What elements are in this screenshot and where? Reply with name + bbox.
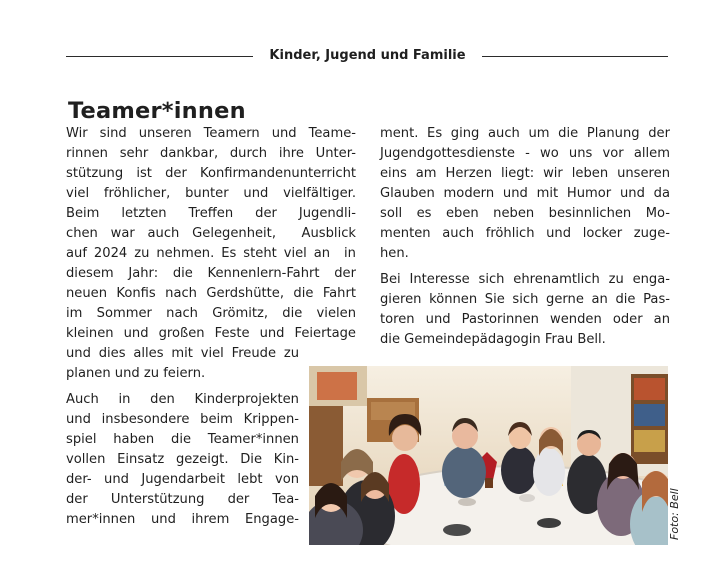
text-line: vollen Einsatz gezeigt. Die Kin- (66, 452, 299, 467)
text-line: Bei Interesse sich ehrenamtlich zu enga- (380, 272, 670, 287)
text-line: menten auch fröhlich und locker zuge- (380, 226, 670, 241)
text-line: soll es eben neben besinnlichen Mo- (380, 206, 670, 221)
text-line: Beim letzten Treffen der Jugendli- (66, 206, 356, 221)
text-line: neuen Konfis nach Gerdshütte, die Fahrt (66, 286, 356, 301)
text-line: rinnen sehr dankbar, durch ihre Unter- (66, 146, 356, 161)
text-line: im Sommer nach Grömitz, die vielen (66, 306, 356, 321)
text-line: diesem Jahr: die Kennenlern-Fahrt der (66, 266, 356, 281)
text-line: toren und Pastorinnen wenden oder an (380, 312, 670, 327)
text-line: Glauben modern und mit Humor und da (380, 186, 670, 201)
photo-credit: Foto: Bell (668, 488, 681, 540)
header-rule-left (66, 56, 253, 57)
text-line: der Unterstützung der Tea- (66, 492, 299, 507)
text-line: die Gemeindepädagogin Frau Bell. (380, 332, 606, 347)
text-line: der- und Jugendarbeit lebt von (66, 472, 299, 487)
text-line: eins am Herzen liegt: wir leben unseren (380, 166, 670, 181)
text-line: hen. (380, 246, 409, 261)
text-line: Wir sind unseren Teamern und Teame- (66, 126, 356, 141)
text-line: Jugendgottesdienste - wo uns vor allem (380, 146, 670, 161)
text-line: chen war auch Gelegenheit, Ausblick (66, 226, 356, 241)
header-rule-right (482, 56, 668, 57)
text-line: und dies alles mit viel Freude zu (66, 346, 299, 361)
text-line: viel fröhlicher, bunter und vielfältiger. (66, 186, 356, 201)
group-photo-illustration (309, 366, 668, 545)
text-line: stützung ist der Konfirmandenunterricht (66, 166, 356, 181)
article-headline: Teamer*innen (68, 98, 246, 124)
group-photo (309, 366, 668, 545)
section-title: Kinder, Jugend und Familie (269, 48, 466, 63)
text-line: Auch in den Kinderprojekten (66, 392, 299, 407)
text-line: mer*innen und ihrem Engage- (66, 512, 299, 527)
text-line: auf 2024 zu nehmen. Es steht viel an in (66, 246, 356, 261)
text-line: und insbesondere beim Krippen- (66, 412, 299, 427)
text-line: gieren können Sie sich gerne an die Pas- (380, 292, 670, 307)
text-line: kleinen und großen Feste und Feiertage (66, 326, 356, 341)
text-line: ment. Es ging auch um die Planung der (380, 126, 670, 141)
text-line: planen und zu feiern. (66, 366, 206, 381)
text-line: spiel haben die Teamer*innen (66, 432, 299, 447)
